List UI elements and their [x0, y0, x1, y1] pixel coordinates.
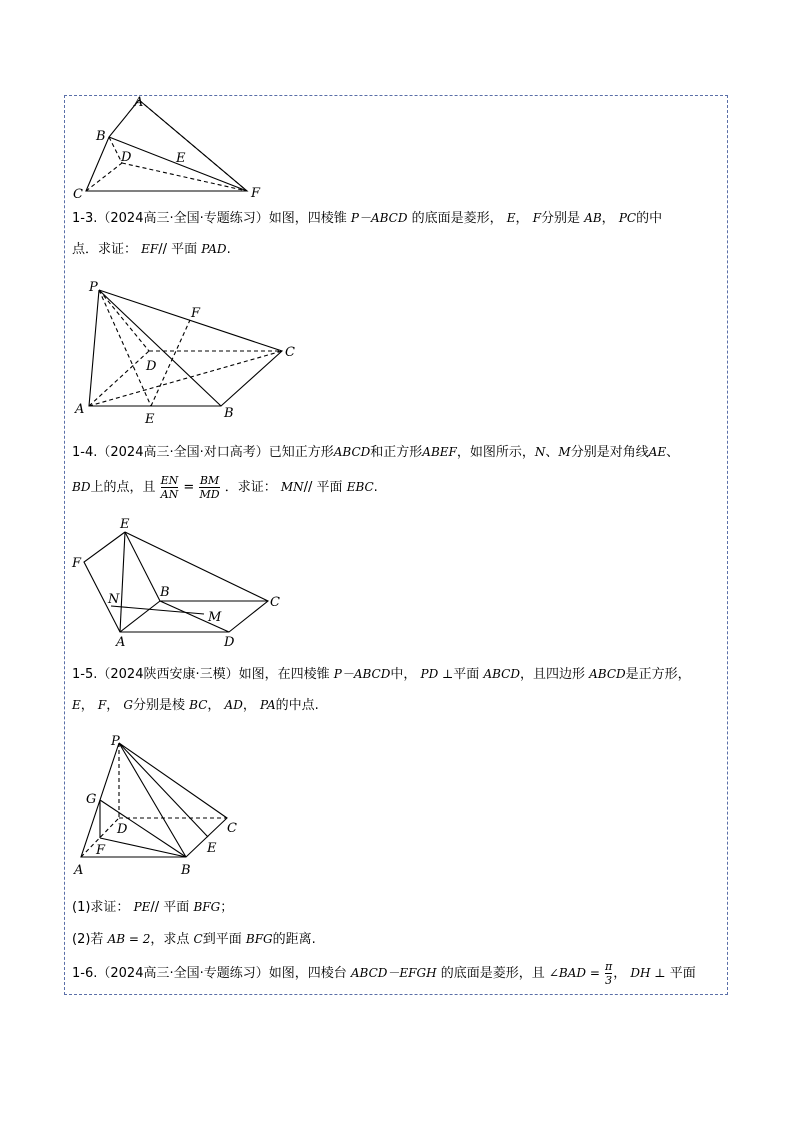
problem-1-4-line-1: 1-4.（2024高三·全国·对口高考）已知正方形ABCD和正方形ABEF，如图所示，N、M分别是对角线AE、 [72, 445, 680, 460]
fig4-label-e: E [207, 841, 217, 856]
fig2-label-f: F [191, 306, 201, 321]
problem-1-3-line-2: 点．求证： EF// 平面 PAD. [72, 242, 231, 257]
fig2-label-b: B [224, 406, 234, 421]
problem-source: （2024高三·全国·对口高考） [97, 445, 269, 460]
fraction-pi-3: $\frac{\pi}{3}$ [605, 960, 613, 987]
fig4-label-p: P [111, 734, 120, 749]
problem-number: 1-3. [72, 211, 98, 226]
problem-1-5-line-2: E， F， G分别是棱 BC， AD， PA的中点. [72, 698, 319, 713]
fig3-label-b: B [160, 585, 170, 600]
problem-1-5-line-1: 1-5.（2024陕西安康·三模）如图，在四棱锥 P－ABCD中， PD ⊥平面 ABCD，且四边形 ABCD是正方形， [72, 667, 691, 682]
problem-source: （2024陕西安康·三模） [97, 667, 239, 682]
fig1-label-c: C [73, 187, 83, 202]
fraction-en-an: $\frac{EN}{AN}$ [160, 474, 179, 501]
problem-1-4-line-2: BD上的点，且 $\frac{EN}{AN}$ = $\frac{BM}{MD}$ ．求证： MN// 平面 EBC. [72, 474, 378, 501]
fig1-label-b: B [96, 129, 106, 144]
fig3-label-m: M [208, 610, 222, 625]
fig4-label-c: C [227, 821, 237, 836]
fraction-bm-md: $\frac{BM}{MD}$ [199, 474, 220, 501]
fig1-label-f: F [251, 186, 261, 201]
fig3-label-f: F [72, 556, 82, 571]
fig3-label-d: D [224, 635, 235, 650]
figure-1-geometry [64, 90, 284, 202]
fig3-label-a: A [116, 635, 126, 650]
figure-2-geometry [64, 270, 324, 428]
fig3-label-e: E [120, 517, 130, 532]
fig2-label-c: C [285, 345, 295, 360]
subquestion-1: (1)求证： PE// 平面 BFG； [72, 900, 234, 915]
problem-number: 1-5. [72, 667, 98, 682]
figure-4-geometry [64, 730, 264, 880]
fig4-label-b: B [181, 863, 191, 878]
fig3-label-c: C [270, 595, 280, 610]
fig4-label-f: F [96, 843, 106, 858]
fig1-label-a: A [134, 95, 144, 110]
fig1-label-e: E [176, 151, 186, 166]
problem-source: （2024高三·全国·专题练习） [97, 966, 269, 981]
fig2-label-p: P [89, 280, 98, 295]
fig1-label-d: D [121, 150, 132, 165]
fig2-label-e: E [145, 412, 155, 427]
fig3-label-n: N [108, 592, 120, 607]
fig4-label-d: D [117, 822, 128, 837]
problem-1-3-line-1: 1-3.（2024高三·全国·专题练习）如图，四棱锥 P－ABCD 的底面是菱形， E， F分别是 AB， PC的中 [72, 211, 663, 226]
problem-number: 1-4. [72, 445, 98, 460]
problem-source: （2024高三·全国·专题练习） [97, 211, 269, 226]
subquestion-2: (2)若 AB = 2，求点 C到平面 BFG的距离. [72, 932, 316, 947]
problem-1-6-line-1: 1-6.（2024高三·全国·专题练习）如图，四棱台 ABCD－EFGH 的底面是菱形，且 ∠BAD = $\frac{\pi}{3}$ ， DH ⊥ 平面 [72, 960, 696, 987]
fig4-label-a: A [74, 863, 84, 878]
fig4-label-g: G [86, 792, 97, 807]
fig2-label-d: D [146, 359, 157, 374]
figure-3-geometry [64, 510, 304, 650]
problem-number: 1-6. [72, 966, 98, 981]
fig2-label-a: A [75, 402, 85, 417]
